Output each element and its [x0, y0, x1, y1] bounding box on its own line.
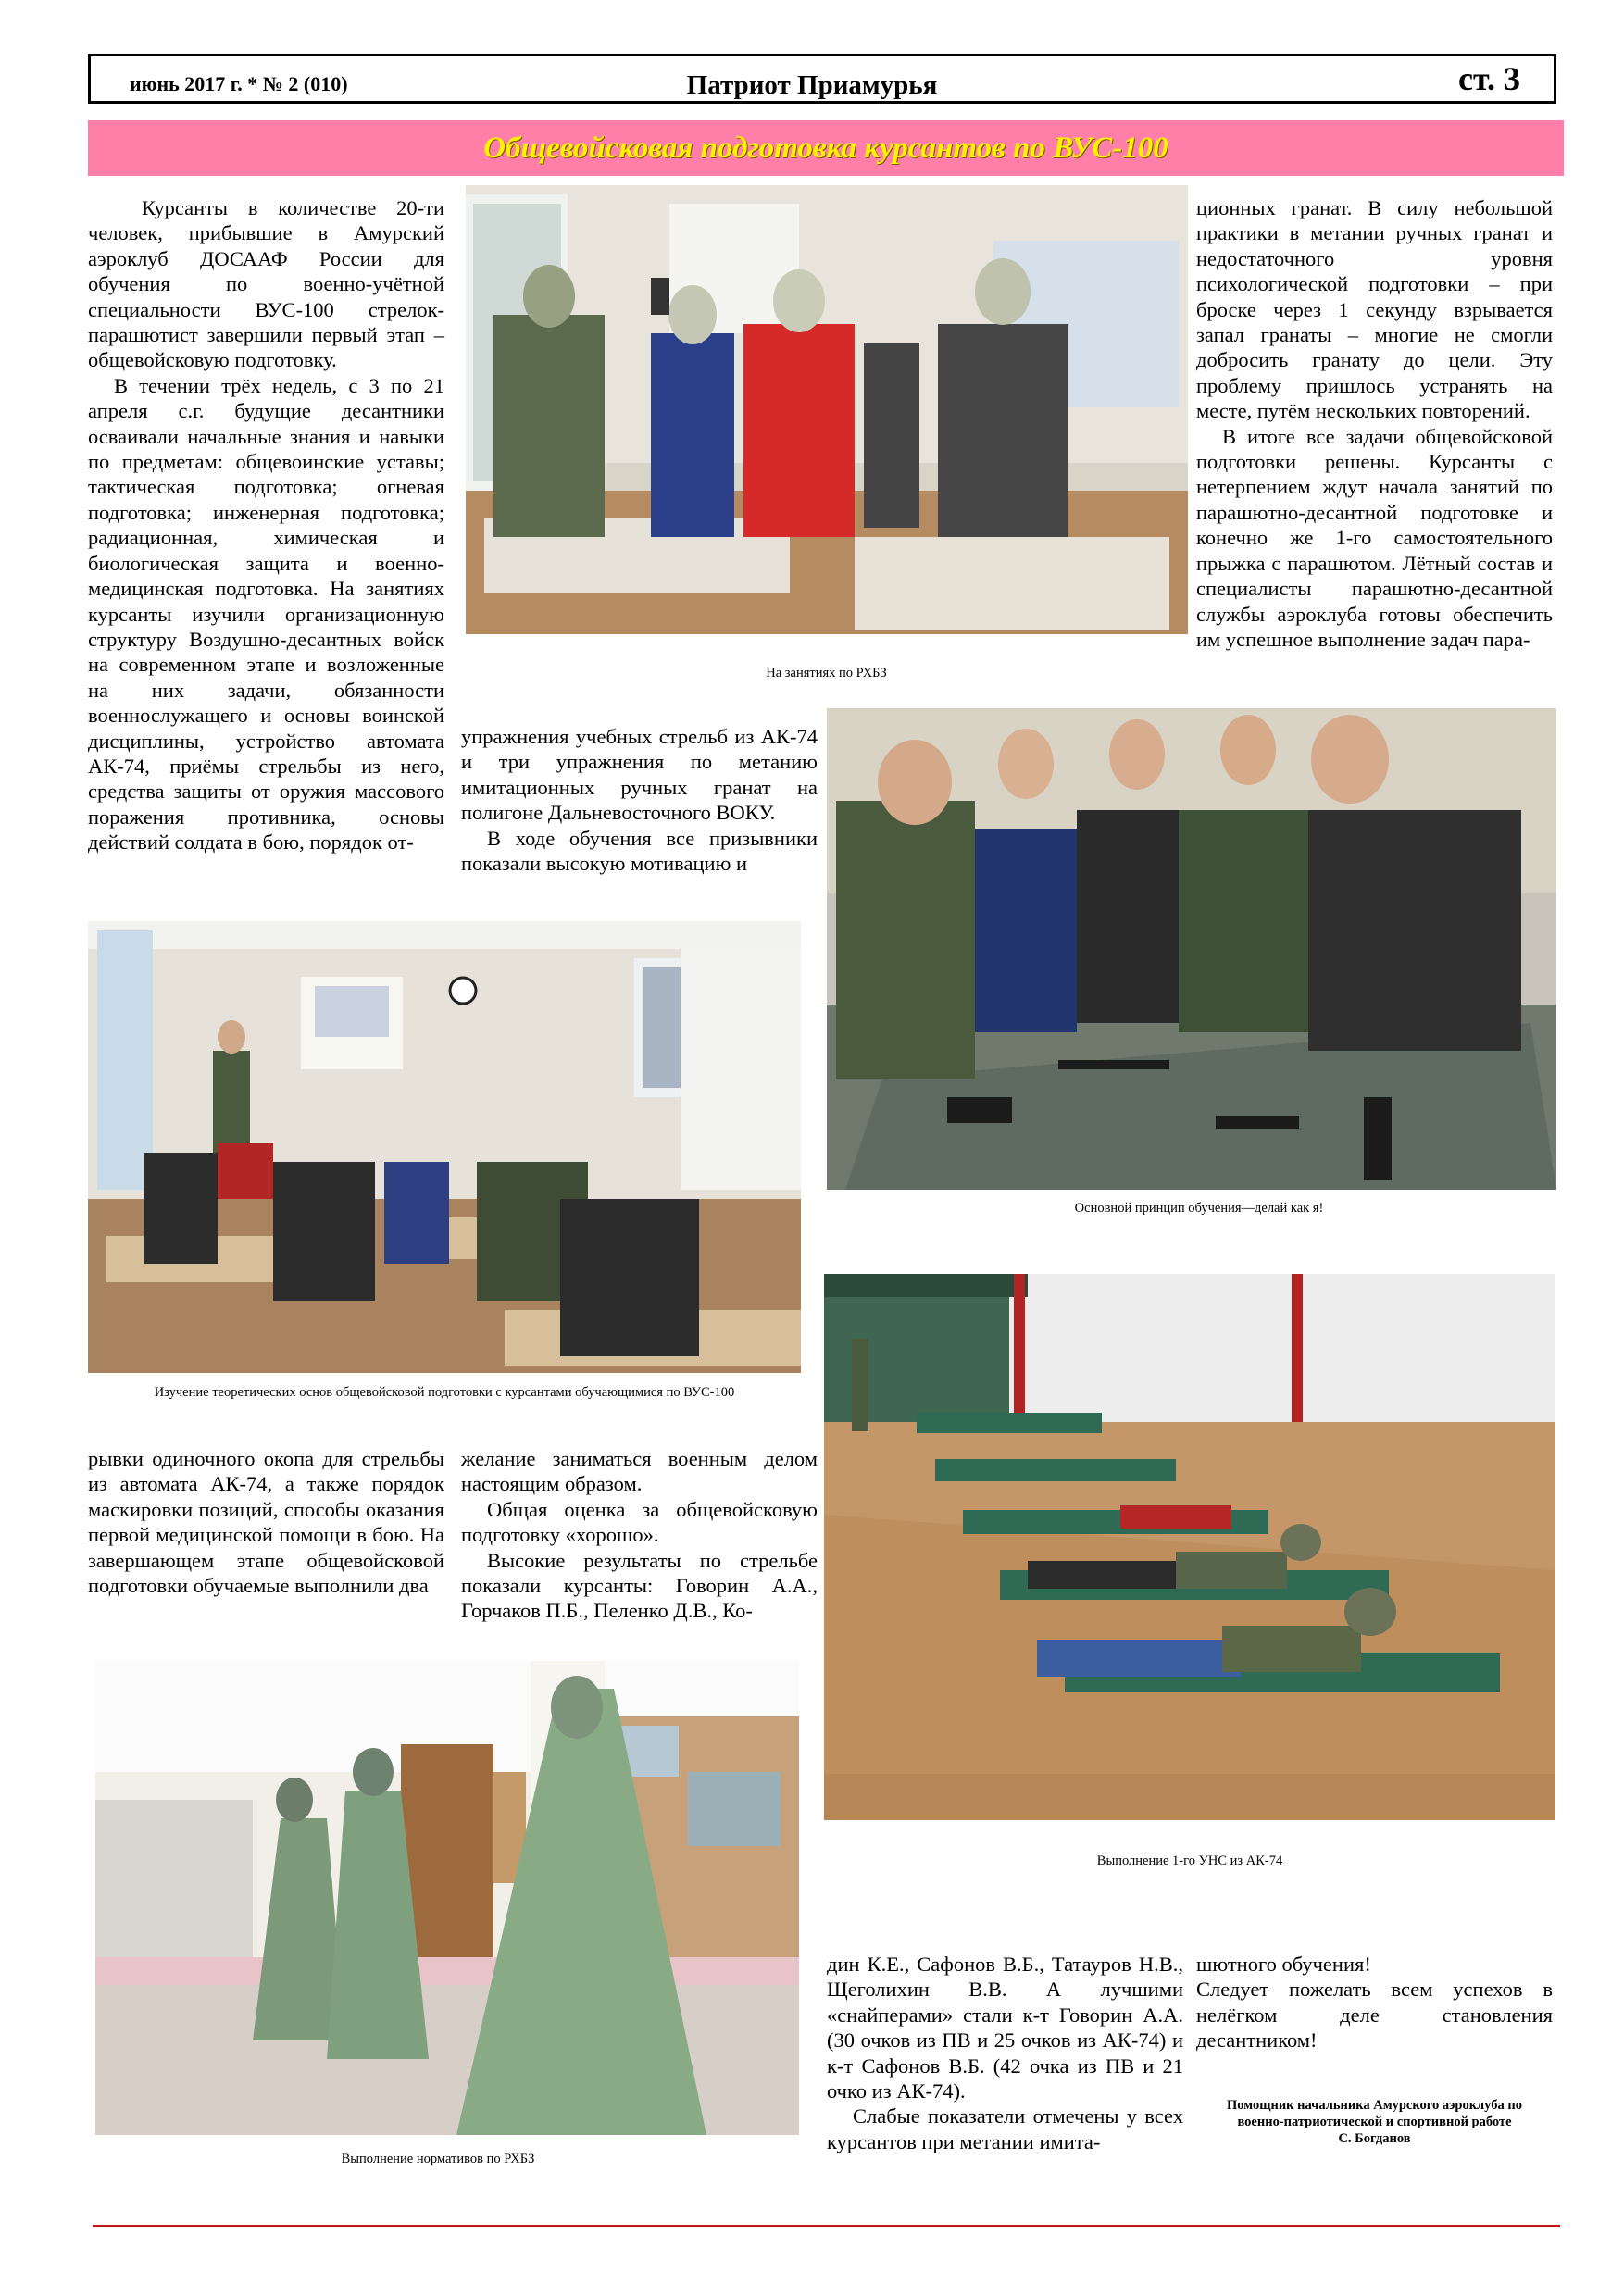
- article-column-2-bottom: [461, 1446, 818, 1624]
- article-column-1-bottom: [88, 1446, 444, 1598]
- article-column-2-top: [461, 724, 818, 876]
- caption-photo-3: Изучение теоретических основ общевойсковой подготовки с курсантами обучающимися по ВУС-100: [154, 1385, 735, 1400]
- paragraph: Высокие результаты по стрельбе показали курсанты: Говорин А.А., Горчаков П.Б., Пеленко Д.В., Ко-: [461, 1548, 818, 1623]
- article-title: Общевойсковая подготовка курсантов по ВУС-100: [483, 131, 1168, 165]
- paragraph: Слабые показатели отмечены у всех курсантов при метании имита-: [827, 2104, 1183, 2153]
- paragraph: В ходе обучения все призывники показали высокую мотивацию и: [461, 826, 818, 876]
- paragraph: В течении трёх недель, с 3 по 21 апреля с.г. будущие десантники осваивали начальные знания и навыки по предметам: общевоинские уставы; тактическая подготовка; огневая подготовка; инженерная подготовка; радиационная, химическая и биологическая защита и военно-медицинская подготовка. На занятиях курсанты изучили организационную структуру Воздушно-десантных войск на современном этапе и возложенные на них задачи, обязанности военнослужащего и основы воинской дисциплины, устройство автомата АК-74, приёмы стрельбы из него, средства защиты от оружия массового поражения противника, основы действий солдата в бою, порядок от-: [88, 373, 444, 855]
- photo-chemical-protection-drill: [95, 1661, 799, 2135]
- paragraph: желание заниматься военным делом настоящим образом.: [461, 1447, 818, 1496]
- paragraph: дин К.Е., Сафонов В.Б., Татауров Н.В., Щеголихин В.В. А лучшими «снайперами» стали к-т Говорин А.А. (30 очков из ПВ и 25 очков из АК-74) и к-т Сафонов В.Б. (42 очка из ПВ и 21 очко из АК-74).: [827, 1953, 1183, 2103]
- paragraph: Курсанты в количестве 20-ти человек, прибывшие в Амурский аэроклуб ДОСААФ России для обучения по военно-учётной специальности ВУС-100 стрелок-парашютист завершили первый этап – общевойсковую подготовку.: [88, 196, 444, 372]
- caption-photo-5: Выполнение нормативов по РХБЗ: [341, 2152, 535, 2166]
- page-number: ст. 3: [1458, 60, 1520, 97]
- paragraph: Общая оценка за общевойсковую подготовку «хорошо».: [461, 1497, 818, 1547]
- photo-gas-mask-class: [466, 185, 1188, 634]
- article-column-1-top: [88, 195, 444, 855]
- paragraph: В итоге все задачи общевойсковой подготовки решены. Курсанты с нетерпением ждут начала занятий по парашютно-десантной подготовке и конечно же 1-го самостоятельного прыжка с парашютом. Лётный состав и специалисты парашютно-десантной службы аэроклуба готовы обеспечить им успешное выполнение задач пара-: [1196, 424, 1553, 651]
- caption-photo-2: Основной принцип обучения—делай как я!: [1074, 1201, 1324, 1216]
- photo-shooting-range: [824, 1274, 1555, 1820]
- paragraph: Следует пожелать всем успехов в нелёгком деле становления десантником!: [1196, 1978, 1553, 2053]
- paragraph: рывки одиночного окопа для стрельбы из автомата АК-74, а также порядок маскировки позиций, способы оказания первой медицинской помощи в бою. На завершающем этапе общевойсковой подготовки обучаемые выполнили два: [88, 1447, 444, 1598]
- signature-line: военно-патриотической и спортивной работе: [1237, 2115, 1512, 2129]
- footer-rule: [93, 2225, 1560, 2227]
- photo-theory-class: [88, 921, 801, 1373]
- photo-rifle-disassembly: [827, 708, 1556, 1190]
- paragraph: ционных гранат. В силу небольшой практики в метании ручных гранат и недостаточного уровня психологической подготовки – при броске через 1 секунду взрывается запал гранаты – многие не смогли добросить гранату до цели. Эту проблему пришлось устранять на месте, путём нескольких повторений.: [1196, 196, 1553, 423]
- paragraph: шютного обучения!: [1196, 1953, 1371, 1976]
- signature-author: С. Богданов: [1338, 2131, 1411, 2146]
- newspaper-name: Патриот Приамурья: [686, 70, 938, 100]
- caption-photo-4: Выполнение 1-го УНС из АК-74: [1096, 1853, 1283, 1868]
- author-signature: [1196, 2097, 1553, 2147]
- article-column-4-bottom: [1196, 1952, 1553, 2053]
- paragraph: упражнения учебных стрельб из АК-74 и три упражнения по метанию имитационных ручных гранат на полигоне Дальневосточного ВОКУ.: [461, 725, 818, 825]
- article-title-banner: [88, 120, 1564, 176]
- article-column-3-top: [1196, 195, 1553, 652]
- caption-photo-1: На занятиях по РХБЗ: [766, 666, 887, 680]
- article-column-3-bottom: [827, 1952, 1183, 2154]
- signature-line: Помощник начальника Амурского аэроклуба по: [1227, 2098, 1522, 2113]
- issue-info: июнь 2017 г. * № 2 (010): [130, 72, 348, 95]
